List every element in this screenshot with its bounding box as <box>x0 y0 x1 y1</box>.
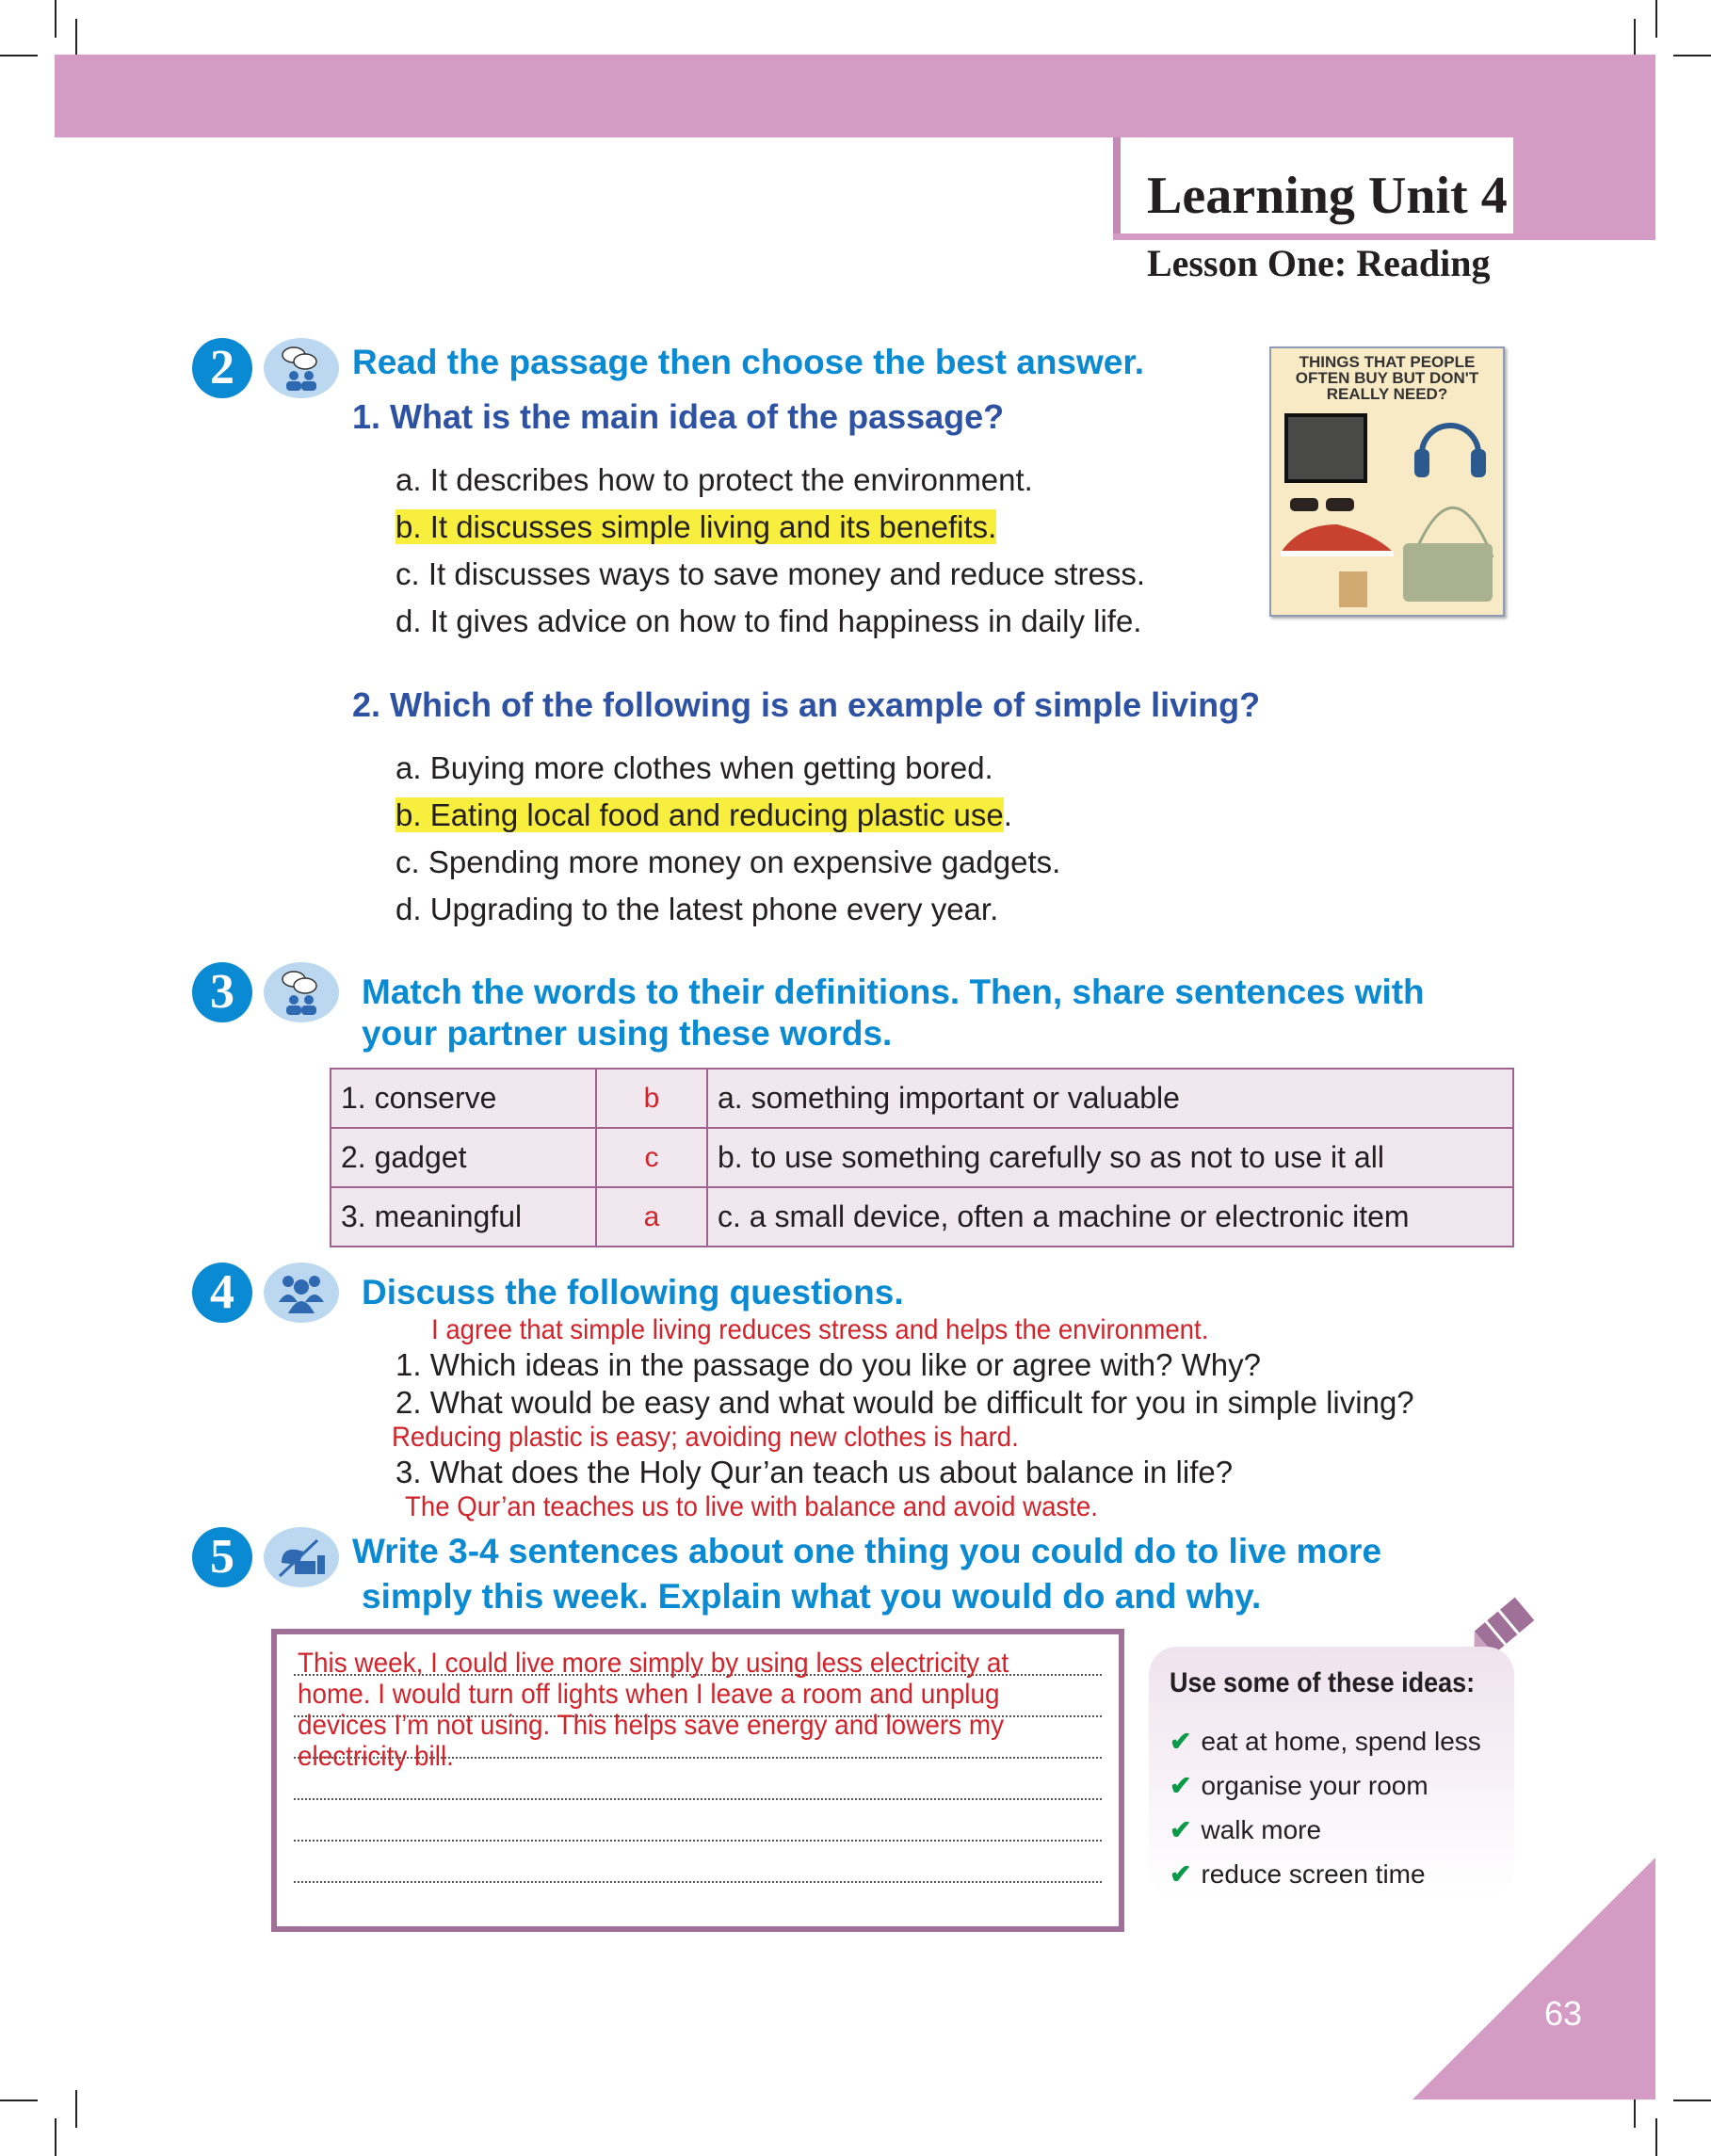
idea-text: eat at home, spend less <box>1201 1727 1481 1756</box>
trailing-period: . <box>1003 797 1012 832</box>
discussion-question-3: 3. What does the Holy Qur’an teach us about balance in life? <box>395 1455 1234 1489</box>
word: 1. conserve <box>331 1069 596 1128</box>
checkmark-icon: ✔ <box>1170 1815 1192 1844</box>
section-number-5: 5 <box>192 1527 252 1587</box>
option-1d: d. It gives advice on how to find happiness in daily life. <box>395 603 1142 638</box>
image-caption: THINGS THAT PEOPLE OFTEN BUY BUT DON'T REALLY NEED? <box>1295 353 1479 403</box>
discussion-question-2: 2. What would be easy and what would be difficult for you in simple living? <box>395 1385 1414 1420</box>
answer-2[interactable]: Reducing plastic is easy; avoiding new clothes is hard. <box>392 1422 1019 1453</box>
option-2a: a. Buying more clothes when getting bored. <box>395 750 993 785</box>
crop-mark <box>0 55 38 56</box>
table-row <box>331 1128 1513 1187</box>
discussion-question-1: 1. Which ideas in the passage do you like or agree with? Why? <box>395 1347 1262 1382</box>
writing-line <box>294 1798 1102 1800</box>
option-2d: d. Upgrading to the latest phone every year. <box>395 892 999 926</box>
written-answer[interactable]: This week, I could live more simply by using less electricity at home. I would turn off lights when I leave a room and unplug devices I’m not using. This helps save energy and lowers my electricity bill. <box>298 1648 1009 1772</box>
idea-item <box>1170 1814 1321 1845</box>
ideas-title: Use some of these ideas: <box>1170 1667 1476 1698</box>
lesson-title: Lesson One: Reading <box>1147 242 1491 284</box>
crop-mark <box>1634 19 1636 56</box>
pair-discussion-icon <box>264 338 339 398</box>
idea-text: walk more <box>1201 1815 1322 1844</box>
option-2b-selected <box>395 797 1012 833</box>
ideas-box <box>1149 1647 1514 1898</box>
idea-item <box>1170 1770 1429 1801</box>
section-2-instruction: Read the passage then choose the best answer. <box>352 343 1144 381</box>
section-3-instruction-line-2: your partner using these words. <box>362 1014 893 1053</box>
crop-mark <box>1655 2118 1657 2156</box>
answer-1[interactable]: I agree that simple living reduces stress and helps the environment. <box>431 1314 1209 1345</box>
definition: a. something important or valuable <box>707 1069 1513 1128</box>
crop-mark <box>1673 2100 1711 2101</box>
crop-mark <box>1673 55 1711 56</box>
page-number: 63 <box>1544 1994 1583 2033</box>
highlighted-answer: b. It discusses simple living and its benefits. <box>395 509 997 544</box>
crop-mark <box>55 2118 56 2156</box>
section-5-instruction-line-1: Write 3-4 sentences about one thing you could do to live more <box>352 1532 1382 1570</box>
question-2: 2. Which of the following is an example of simple living? <box>352 685 1261 724</box>
option-1c: c. It discusses ways to save money and reduce stress. <box>395 556 1146 591</box>
option-1b-selected <box>395 509 996 545</box>
idea-item <box>1170 1858 1426 1890</box>
things-people-buy-image <box>1269 346 1505 617</box>
section-5-instruction-line-2: simply this week. Explain what you would do and why. <box>362 1577 1262 1616</box>
idea-item <box>1170 1726 1481 1757</box>
checkmark-icon: ✔ <box>1170 1771 1192 1800</box>
section-3-instruction-line-1: Match the words to their definitions. Then, share sentences with <box>362 973 1425 1011</box>
products-illustration <box>1271 402 1503 609</box>
crop-mark <box>55 0 56 38</box>
match-answer[interactable]: b <box>596 1069 707 1128</box>
option-1a: a. It describes how to protect the environment. <box>395 462 1033 497</box>
group-discussion-icon <box>264 1263 339 1323</box>
section-number-4: 4 <box>192 1263 252 1323</box>
section-4-instruction: Discuss the following questions. <box>362 1273 904 1311</box>
match-answer[interactable]: a <box>596 1187 707 1247</box>
definition: c. a small device, often a machine or electronic item <box>707 1187 1513 1247</box>
table-row <box>331 1069 1513 1128</box>
writing-icon <box>264 1527 339 1587</box>
crop-mark <box>1655 0 1657 38</box>
answer-3[interactable]: The Qur’an teaches us to live with balance and avoid waste. <box>405 1491 1098 1522</box>
crop-mark <box>75 19 77 56</box>
writing-box[interactable] <box>271 1629 1124 1932</box>
question-1: 1. What is the main idea of the passage? <box>352 397 1005 436</box>
crop-mark <box>0 2100 38 2101</box>
option-2c: c. Spending more money on expensive gadgets. <box>395 845 1061 879</box>
idea-text: reduce screen time <box>1201 1859 1426 1889</box>
table-row <box>331 1187 1513 1247</box>
word: 3. meaningful <box>331 1187 596 1247</box>
pair-discussion-icon <box>264 962 339 1022</box>
section-number-3: 3 <box>192 962 252 1022</box>
checkmark-icon: ✔ <box>1170 1727 1192 1756</box>
word: 2. gadget <box>331 1128 596 1187</box>
writing-line <box>294 1840 1102 1842</box>
checkmark-icon: ✔ <box>1170 1859 1192 1889</box>
match-answer[interactable]: c <box>596 1128 707 1187</box>
header-band <box>55 55 1655 137</box>
section-number-2: 2 <box>192 338 252 398</box>
definition: b. to use something carefully so as not to use it all <box>707 1128 1513 1187</box>
crop-mark <box>75 2090 77 2128</box>
writing-line <box>294 1881 1102 1883</box>
idea-text: organise your room <box>1201 1771 1429 1800</box>
matching-table <box>330 1068 1514 1247</box>
unit-title: Learning Unit 4 <box>1147 167 1508 225</box>
highlighted-answer: b. Eating local food and reducing plastic use <box>395 797 1004 832</box>
